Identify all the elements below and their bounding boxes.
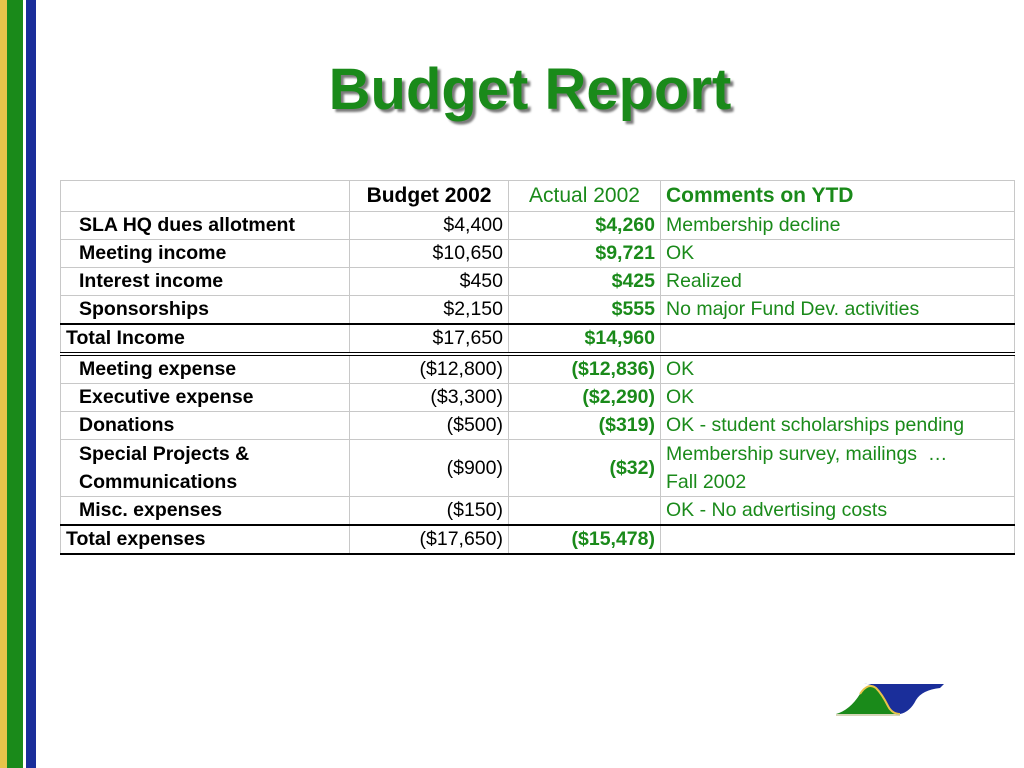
row-comment: OK (661, 354, 1015, 384)
wave-logo-icon (836, 680, 944, 716)
row-label: Interest income (61, 268, 350, 296)
row-actual: $4,260 (509, 212, 661, 240)
row-actual: ($32) (509, 440, 661, 497)
row-comment: OK - student scholarships pending (661, 412, 1015, 440)
row-label: Sponsorships (61, 296, 350, 325)
row-budget: $10,650 (350, 240, 509, 268)
table-row (61, 354, 1015, 384)
row-actual (509, 497, 661, 526)
row-actual: $425 (509, 268, 661, 296)
total-income-label: Total Income (61, 324, 350, 354)
table-row (61, 240, 1015, 268)
table-row (61, 296, 1015, 325)
row-budget: ($500) (350, 412, 509, 440)
table-row (61, 384, 1015, 412)
row-actual: ($319) (509, 412, 661, 440)
row-comment-line1: Membership survey, mailings … (666, 443, 948, 465)
row-actual: $555 (509, 296, 661, 325)
row-budget: ($900) (350, 440, 509, 497)
total-income-row (61, 324, 1015, 354)
row-label: Executive expense (61, 384, 350, 412)
table-row (61, 440, 1015, 497)
table-header-row (61, 181, 1015, 212)
row-budget: $4,400 (350, 212, 509, 240)
row-budget: $450 (350, 268, 509, 296)
row-comment: Membership decline (661, 212, 1015, 240)
row-comment: Realized (661, 268, 1015, 296)
row-label-line1: Special Projects & (79, 443, 250, 465)
row-actual: ($12,836) (509, 354, 661, 384)
row-label: Meeting income (61, 240, 350, 268)
row-label: SLA HQ dues allotment (61, 212, 350, 240)
row-label: Misc. expenses (61, 497, 350, 526)
row-budget: ($150) (350, 497, 509, 526)
header-label (61, 181, 350, 212)
total-expenses-comment (661, 525, 1015, 554)
total-income-budget: $17,650 (350, 324, 509, 354)
table-row (61, 412, 1015, 440)
total-expenses-budget: ($17,650) (350, 525, 509, 554)
total-income-comment (661, 324, 1015, 354)
row-label-line2: Communications (79, 471, 238, 493)
row-comment (661, 440, 1015, 497)
header-comments: Comments on YTD (661, 181, 1015, 212)
header-actual: Actual 2002 (509, 181, 661, 212)
row-budget: ($3,300) (350, 384, 509, 412)
total-income-actual: $14,960 (509, 324, 661, 354)
row-actual: $9,721 (509, 240, 661, 268)
table-row (61, 268, 1015, 296)
total-expenses-row (61, 525, 1015, 554)
table-row (61, 212, 1015, 240)
row-comment: OK (661, 384, 1015, 412)
header-budget: Budget 2002 (350, 181, 509, 212)
table-row (61, 497, 1015, 526)
row-comment: OK - No advertising costs (661, 497, 1015, 526)
total-expenses-label: Total expenses (61, 525, 350, 554)
row-label (61, 440, 350, 497)
total-expenses-actual: ($15,478) (509, 525, 661, 554)
row-label: Donations (61, 412, 350, 440)
row-budget: $2,150 (350, 296, 509, 325)
page-title: Budget Report (328, 57, 732, 122)
row-comment: No major Fund Dev. activities (661, 296, 1015, 325)
row-comment: OK (661, 240, 1015, 268)
row-budget: ($12,800) (350, 354, 509, 384)
budget-table (60, 180, 1015, 555)
row-comment-line2: Fall 2002 (666, 471, 747, 493)
row-label: Meeting expense (61, 354, 350, 384)
row-actual: ($2,290) (509, 384, 661, 412)
